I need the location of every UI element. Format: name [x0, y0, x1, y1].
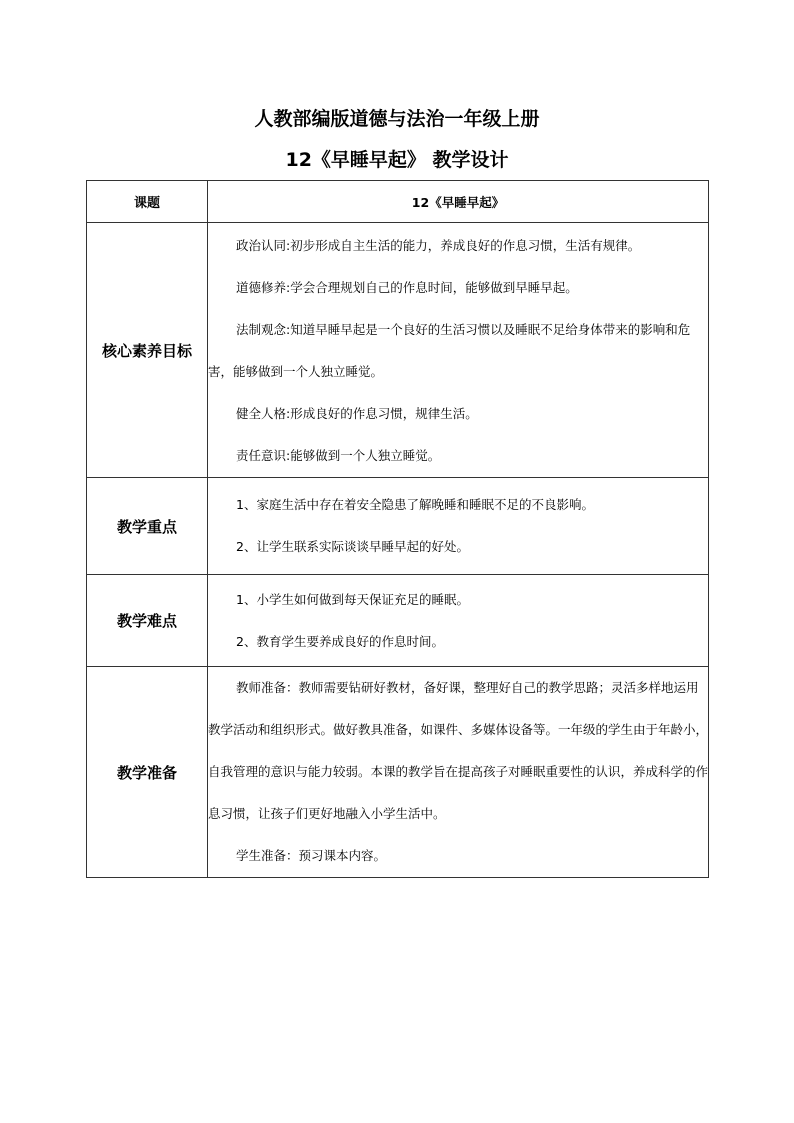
core-item-responsibility: 责任意识:能够做到一个人独立睡觉。: [236, 448, 441, 463]
key-point-item: 2、让学生联系实际谈谈早睡早起的好处。: [236, 539, 469, 554]
teacher-preparation: 教师准备：教师需要钻研好教材，备好课，整理好自己的教学思路；灵活多样地运用教学活动和组织形式。做好教具准备，如课件、多媒体设备等。一年级的学生由于年龄小，自我管理的意识与能力较弱。本课的教学旨在提高孩子对睡眠重要性的认识，养成科学的作息习惯，让孩子们更好地融入小学生活中。: [208, 680, 709, 821]
key-points-label: 教学重点: [87, 478, 208, 575]
topic-value: 12《早睡早起》: [208, 181, 709, 223]
core-item-personality: 健全人格:形成良好的作息习惯，规律生活。: [236, 406, 478, 421]
document-subtitle: 12《早睡早起》 教学设计: [285, 149, 509, 171]
student-preparation: 学生准备：预习课本内容。: [236, 848, 387, 863]
core-competency-content: [208, 223, 709, 478]
preparation-label: 教学准备: [87, 667, 208, 878]
key-point-item: 1、家庭生活中存在着安全隐患了解晚睡和睡眠不足的不良影响。: [236, 497, 594, 512]
preparation-content: [208, 667, 709, 878]
core-item-law: 法制观念:知道早睡早起是一个良好的生活习惯以及睡眠不足给身体带来的影响和危害，能够做到一个人独立睡觉。: [208, 322, 691, 379]
key-points-row: [87, 478, 709, 575]
core-competency-row: [87, 223, 709, 478]
core-item-moral: 道德修养:学会合理规划自己的作息时间，能够做到早睡早起。: [236, 280, 578, 295]
topic-label: 课题: [87, 181, 208, 223]
document-title: 人教部编版道德与法治一年级上册: [254, 108, 540, 130]
difficulty-item: 2、教育学生要养成良好的作息时间。: [236, 633, 444, 649]
difficulty-item: 1、小学生如何做到每天保证充足的睡眠。: [236, 591, 469, 607]
lesson-plan-table: [86, 180, 709, 878]
preparation-row: [87, 667, 709, 878]
key-points-content: [208, 478, 709, 575]
difficulties-row: [87, 575, 709, 667]
difficulties-content: [208, 575, 709, 667]
core-competency-label: 核心素养目标: [87, 223, 208, 478]
core-item-political: 政治认同:初步形成自主生活的能力，养成良好的作息习惯，生活有规律。: [236, 238, 641, 253]
difficulties-label: 教学难点: [87, 575, 208, 667]
topic-row: [87, 181, 709, 223]
